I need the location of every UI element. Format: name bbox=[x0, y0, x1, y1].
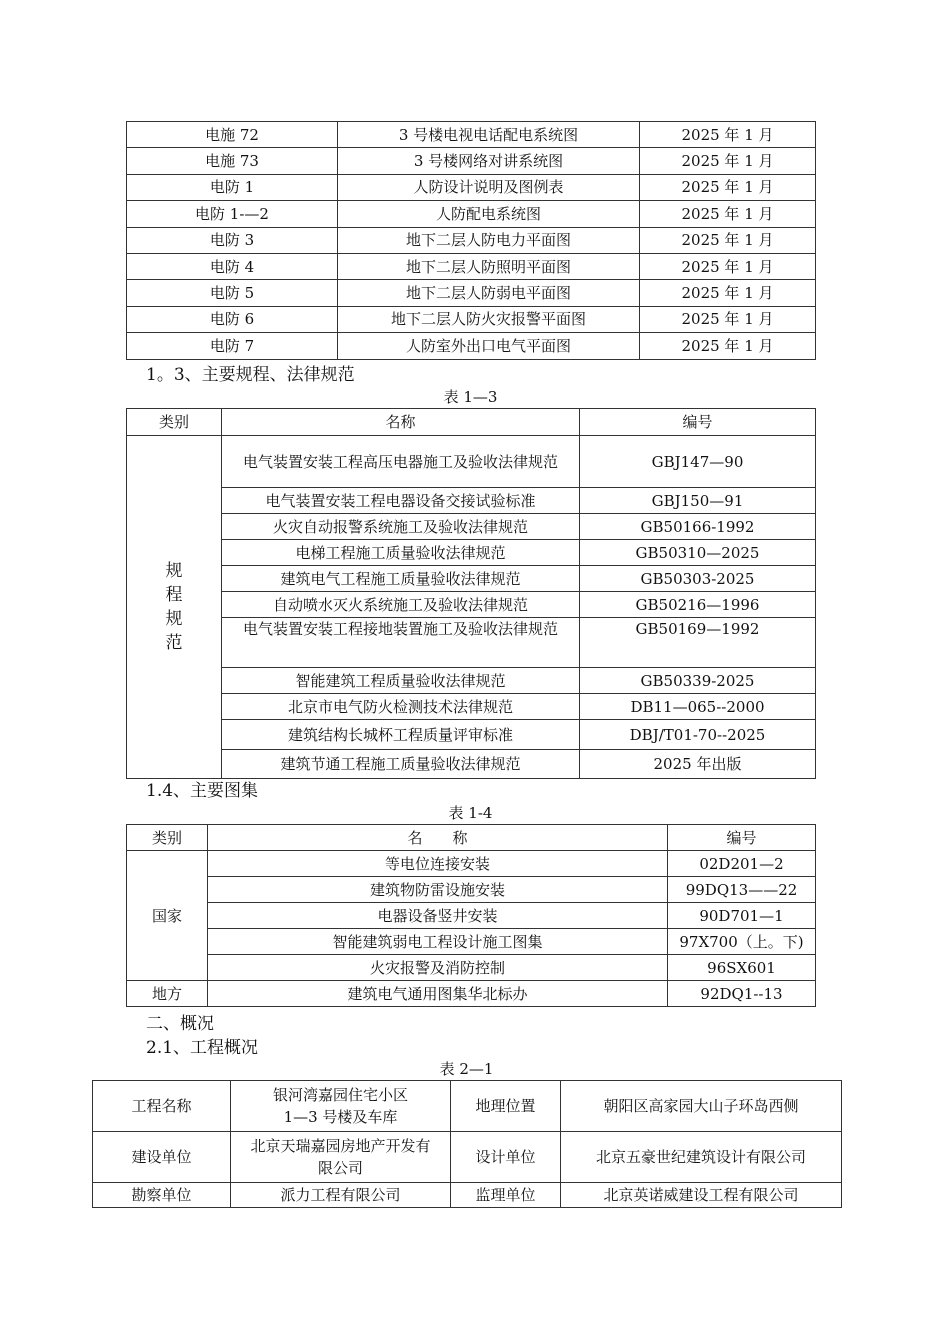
drawing-date: 2025 年 1 月 bbox=[640, 174, 816, 200]
table-row bbox=[127, 436, 816, 488]
drawing-title: 地下二层人防弱电平面图 bbox=[338, 280, 640, 306]
drawing-title: 3 号楼电视电话配电系统图 bbox=[338, 122, 640, 148]
table-row bbox=[127, 333, 816, 359]
table-row bbox=[127, 851, 816, 877]
drawing-date: 2025 年 1 月 bbox=[640, 227, 816, 253]
table-row bbox=[127, 929, 816, 955]
standard-code: GBJ147—90 bbox=[580, 436, 816, 488]
header-code: 编号 bbox=[668, 825, 816, 851]
table-row bbox=[127, 750, 816, 779]
drawing-number: 电防 7 bbox=[127, 333, 338, 359]
standard-name: 北京市电气防火检测技术法律规范 bbox=[222, 694, 580, 720]
category-char: 规 bbox=[165, 609, 183, 629]
atlas-code: 02D201—2 bbox=[668, 851, 816, 877]
table-row bbox=[127, 174, 816, 200]
drawing-number: 电防 5 bbox=[127, 280, 338, 306]
table-row bbox=[127, 488, 816, 514]
atlas-code: 92DQ1--13 bbox=[668, 981, 816, 1007]
standard-name: 火灾自动报警系统施工及验收法律规范 bbox=[222, 514, 580, 540]
table-row bbox=[127, 253, 816, 279]
drawing-number: 电施 72 bbox=[127, 122, 338, 148]
standard-code: GB50169—1992 bbox=[580, 618, 816, 668]
standard-name: 自动喷水灭火系统施工及验收法律规范 bbox=[222, 592, 580, 618]
standard-name: 电气装置安装工程电器设备交接试验标准 bbox=[222, 488, 580, 514]
table-row bbox=[127, 720, 816, 750]
drawing-number: 电防 1 bbox=[127, 174, 338, 200]
standard-code: GB50166-1992 bbox=[580, 514, 816, 540]
standard-code: DB11—065--2000 bbox=[580, 694, 816, 720]
drawing-date: 2025 年 1 月 bbox=[640, 333, 816, 359]
table-row bbox=[127, 981, 816, 1007]
atlas-name: 等电位连接安装 bbox=[208, 851, 668, 877]
overview-value: 派力工程有限公司 bbox=[231, 1183, 451, 1208]
table-caption-1-4: 表 1-4 bbox=[448, 804, 493, 822]
drawing-date: 2025 年 1 月 bbox=[640, 253, 816, 279]
standard-name: 电气装置安装工程高压电器施工及验收法律规范 bbox=[222, 436, 580, 488]
table-row bbox=[127, 122, 816, 148]
table-row bbox=[127, 514, 816, 540]
atlas-code: 96SX601 bbox=[668, 955, 816, 981]
atlas-name: 智能建筑弱电工程设计施工图集 bbox=[208, 929, 668, 955]
table-row bbox=[93, 1183, 842, 1208]
drawing-date: 2025 年 1 月 bbox=[640, 280, 816, 306]
drawing-number: 电施 73 bbox=[127, 148, 338, 174]
table-row bbox=[93, 1132, 842, 1183]
atlas-name: 建筑电气通用图集华北标办 bbox=[208, 981, 668, 1007]
table-row bbox=[127, 618, 816, 668]
overview-label: 监理单位 bbox=[451, 1183, 561, 1208]
overview-label: 地理位置 bbox=[451, 1081, 561, 1132]
category-char: 范 bbox=[165, 633, 183, 653]
project-overview-table bbox=[92, 1080, 842, 1208]
drawing-title: 人防室外出口电气平面图 bbox=[338, 333, 640, 359]
atlas-table bbox=[126, 824, 816, 1007]
table-row bbox=[127, 592, 816, 618]
drawing-title: 地下二层人防火灾报警平面图 bbox=[338, 306, 640, 332]
standard-name: 建筑结构长城杯工程质量评审标准 bbox=[222, 720, 580, 750]
drawing-date: 2025 年 1 月 bbox=[640, 306, 816, 332]
table-row bbox=[127, 227, 816, 253]
table-row bbox=[127, 694, 816, 720]
table-row bbox=[127, 280, 816, 306]
standard-name: 电梯工程施工质量验收法律规范 bbox=[222, 540, 580, 566]
standard-code: GBJ150—91 bbox=[580, 488, 816, 514]
drawing-number: 电防 6 bbox=[127, 306, 338, 332]
drawing-number: 电防 1-—2 bbox=[127, 201, 338, 227]
drawing-title: 人防配电系统图 bbox=[338, 201, 640, 227]
drawing-title: 3 号楼网络对讲系统图 bbox=[338, 148, 640, 174]
overview-value: 北京天瑞嘉园房地产开发有 限公司 bbox=[231, 1132, 451, 1183]
category-char: 程 bbox=[165, 585, 183, 605]
table-row bbox=[127, 540, 816, 566]
table-row bbox=[127, 306, 816, 332]
standard-name: 智能建筑工程质量验收法律规范 bbox=[222, 668, 580, 694]
atlas-name: 建筑物防雷设施安装 bbox=[208, 877, 668, 903]
drawing-date: 2025 年 1 月 bbox=[640, 201, 816, 227]
section-heading-1-4: 1.4、主要图集 bbox=[146, 781, 259, 801]
table-row bbox=[127, 877, 816, 903]
group-local: 地方 bbox=[127, 981, 208, 1007]
standard-code: GB50310—2025 bbox=[580, 540, 816, 566]
table-row bbox=[127, 903, 816, 929]
table-row bbox=[127, 955, 816, 981]
section-heading-1-3: 1。3、主要规程、法律规范 bbox=[146, 365, 355, 385]
standard-name: 电气装置安装工程接地装置施工及验收法律规范 bbox=[222, 618, 580, 668]
atlas-name: 火灾报警及消防控制 bbox=[208, 955, 668, 981]
atlas-name: 电器设备竖井安装 bbox=[208, 903, 668, 929]
drawing-date: 2025 年 1 月 bbox=[640, 122, 816, 148]
standard-name: 建筑电气工程施工质量验收法律规范 bbox=[222, 566, 580, 592]
drawing-title: 地下二层人防电力平面图 bbox=[338, 227, 640, 253]
atlas-code: 99DQ13——22 bbox=[668, 877, 816, 903]
header-name: 名 称 bbox=[208, 825, 668, 851]
atlas-code: 90D701—1 bbox=[668, 903, 816, 929]
drawing-number: 电防 4 bbox=[127, 253, 338, 279]
drawing-number: 电防 3 bbox=[127, 227, 338, 253]
header-code: 编号 bbox=[580, 409, 816, 436]
standard-code: 2025 年出版 bbox=[580, 750, 816, 779]
standard-code: GB50216—1996 bbox=[580, 592, 816, 618]
overview-value: 北京五豪世纪建筑设计有限公司 bbox=[561, 1132, 842, 1183]
table-row bbox=[93, 1081, 842, 1132]
table-row bbox=[127, 148, 816, 174]
section-heading-2-1: 2.1、工程概况 bbox=[146, 1038, 259, 1058]
drawing-list-table bbox=[126, 121, 816, 360]
header-category: 类别 bbox=[127, 825, 208, 851]
overview-value: 银河湾嘉园住宅小区 1—3 号楼及车库 bbox=[231, 1081, 451, 1132]
drawing-title: 地下二层人防照明平面图 bbox=[338, 253, 640, 279]
standard-code: GB50303-2025 bbox=[580, 566, 816, 592]
table-caption-1-3: 表 1—3 bbox=[443, 388, 498, 406]
overview-label: 设计单位 bbox=[451, 1132, 561, 1183]
section-heading-2: 二、概况 bbox=[146, 1014, 214, 1034]
header-name: 名称 bbox=[222, 409, 580, 436]
overview-label: 工程名称 bbox=[93, 1081, 231, 1132]
overview-value: 朝阳区高家园大山子环岛西侧 bbox=[561, 1081, 842, 1132]
standard-name: 建筑节通工程施工质量验收法律规范 bbox=[222, 750, 580, 779]
table-row bbox=[127, 668, 816, 694]
table-row bbox=[127, 566, 816, 592]
category-char: 规 bbox=[165, 561, 183, 581]
table-row bbox=[127, 201, 816, 227]
drawing-title: 人防设计说明及图例表 bbox=[338, 174, 640, 200]
overview-value: 北京英诺威建设工程有限公司 bbox=[561, 1183, 842, 1208]
overview-label: 建设单位 bbox=[93, 1132, 231, 1183]
group-national: 国家 bbox=[127, 851, 208, 981]
header-category: 类别 bbox=[127, 409, 222, 436]
category-cell bbox=[127, 436, 222, 779]
atlas-code: 97X700（上。下) bbox=[668, 929, 816, 955]
table-caption-2-1: 表 2—1 bbox=[439, 1060, 494, 1078]
drawing-date: 2025 年 1 月 bbox=[640, 148, 816, 174]
standard-code: GB50339-2025 bbox=[580, 668, 816, 694]
standards-table bbox=[126, 408, 816, 779]
standard-code: DBJ/T01-70--2025 bbox=[580, 720, 816, 750]
overview-label: 勘察单位 bbox=[93, 1183, 231, 1208]
